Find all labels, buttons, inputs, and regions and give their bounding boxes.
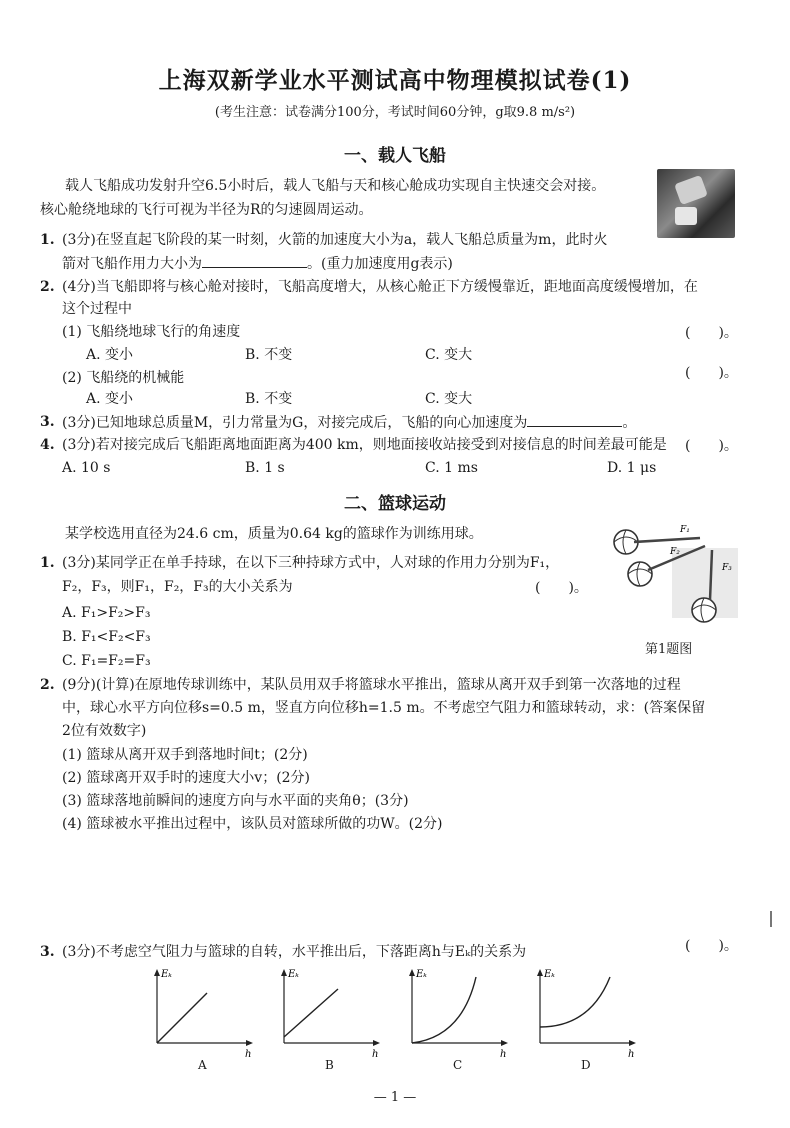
question-3-line xyxy=(62,412,636,433)
option-c[interactable]: C. 1 ms xyxy=(425,460,478,476)
question-2-sub1: (1) 飞船绕地球飞行的角速度 xyxy=(62,324,241,340)
option-b[interactable]: B. 不变 xyxy=(245,391,293,407)
option-a[interactable]: A. 变小 xyxy=(86,347,134,363)
question-2-line1: (9分)(计算)在原地传球训练中，某队员用双手将篮球水平推出，篮球从离开双手到第一次落地的过程 xyxy=(62,677,681,693)
question-number: 4. xyxy=(40,437,55,453)
force-label-f2: F₂ xyxy=(670,547,680,557)
question-4-text: (3分)若对接完成后飞船距离地面距离为400 km，则地面接收站接受到对接信息的时间差最可能是 xyxy=(62,437,667,453)
graph-c-letter: C xyxy=(453,1058,463,1072)
section-heading-spacecraft: 一、载人飞船 xyxy=(344,146,446,166)
graph-b-xlabel: h xyxy=(372,1049,379,1060)
core-module-shape xyxy=(674,175,708,205)
option-c[interactable]: C. 变大 xyxy=(425,347,473,363)
option-b[interactable]: B. 不变 xyxy=(245,347,293,363)
question-number: 2. xyxy=(40,279,55,295)
answer-blank[interactable] xyxy=(527,412,622,427)
graph-option-d[interactable] xyxy=(528,965,643,1060)
graph-c-curve xyxy=(412,977,476,1043)
graph-d-letter: D xyxy=(581,1058,591,1072)
option-a[interactable]: A. 10 s xyxy=(62,460,111,476)
answer-blank[interactable] xyxy=(202,253,307,268)
question-number: 2. xyxy=(40,677,55,693)
graph-option-c[interactable] xyxy=(400,965,515,1060)
question-2-line2: 中，球心水平方向位移s=0.5 m，竖直方向位移h=1.5 m。不考虑空气阻力和篮球转动，求：(答案保留 xyxy=(62,700,706,716)
section1-intro-line1: 载人飞船成功发射升空6.5小时后，载人飞船与天和核心舱成功实现自主快速交会对接。 xyxy=(65,178,606,194)
answer-parentheses[interactable]: ( )。 xyxy=(685,438,738,454)
question-3-text-a: (3分)已知地球总质量M，引力常量为G，对接完成后，飞船的向心加速度为 xyxy=(62,415,528,431)
option-d[interactable]: D. 1 μs xyxy=(607,460,657,476)
option-b[interactable]: B. 1 s xyxy=(245,460,285,476)
question-number: 1. xyxy=(40,232,55,248)
question-1-line1: (3分)在竖直起飞阶段的某一时刻，火箭的加速度大小为a，载人飞船总质量为m，此时火 xyxy=(62,232,608,248)
graph-option-a[interactable] xyxy=(145,965,260,1060)
question-3-text-b: 。 xyxy=(622,415,637,431)
graph-c-xlabel: h xyxy=(500,1049,507,1060)
option-c[interactable]: C. 变大 xyxy=(425,391,473,407)
question-2-line3: 2位有效数字) xyxy=(62,723,147,739)
ball-holding-figure xyxy=(600,518,740,626)
question-number: 1. xyxy=(40,555,55,571)
question-1-line2 xyxy=(62,253,453,274)
graph-b-letter: B xyxy=(325,1058,334,1072)
force-label-f3: F₃ xyxy=(722,563,732,573)
question-2-sub1: (1) 篮球从离开双手到落地时间t；(2分) xyxy=(62,747,308,763)
question-1-text-a: 箭对飞船作用力大小为 xyxy=(62,256,202,272)
section1-intro-line2: 核心舱绕地球的飞行可视为半径为R的匀速圆周运动。 xyxy=(40,202,373,218)
question-1-line2: F₂，F₃，则F₁，F₂，F₃的大小关系为 xyxy=(62,579,293,595)
question-number: 3. xyxy=(40,944,55,960)
question-3-text: (3分)不考虑空气阻力与篮球的自转，水平推出后，下落距离h与Eₖ的关系为 xyxy=(62,944,527,960)
graph-d-curve xyxy=(540,977,610,1027)
answer-parentheses[interactable]: ( )。 xyxy=(535,580,588,596)
spacecraft-shape xyxy=(675,207,697,225)
figure-caption: 第1题图 xyxy=(645,642,693,657)
force-label-f1: F₁ xyxy=(680,525,690,535)
question-2-sub2: (2) 飞船绕的机械能 xyxy=(62,370,185,386)
exam-notice: (考生注意：试卷满分100分，考试时间60分钟，g取9.8 m/s²) xyxy=(214,105,576,120)
graph-b-curve xyxy=(284,989,338,1037)
graph-b-ylabel: Eₖ xyxy=(288,969,299,980)
option-a[interactable]: A. 变小 xyxy=(86,391,134,407)
graph-a-xlabel: h xyxy=(245,1049,252,1060)
graph-a-ylabel: Eₖ xyxy=(161,969,172,980)
option-a[interactable]: A. F₁>F₂>F₃ xyxy=(62,605,151,621)
question-1-text-b: 。(重力加速度用g表示) xyxy=(307,256,453,272)
graph-c-ylabel: Eₖ xyxy=(416,969,427,980)
answer-parentheses[interactable]: ( )。 xyxy=(685,938,738,954)
page-title: 上海双新学业水平测试高中物理模拟试卷(1) xyxy=(158,67,632,94)
spacecraft-photo xyxy=(657,169,735,238)
question-2-line1: (4分)当飞船即将与核心舱对接时，飞船高度增大，从核心舱正下方缓慢靠近，距地面高度缓慢增加，在 xyxy=(62,279,698,295)
page-number: — 1 — xyxy=(373,1090,417,1105)
section2-intro: 某学校选用直径为24.6 cm，质量为0.64 kg的篮球作为训练用球。 xyxy=(65,526,483,542)
answer-parentheses[interactable]: ( )。 xyxy=(685,365,738,381)
answer-parentheses[interactable]: ( )。 xyxy=(685,325,738,341)
graph-a-curve xyxy=(157,993,207,1043)
question-2-sub2: (2) 篮球离开双手时的速度大小v；(2分) xyxy=(62,770,311,786)
option-b[interactable]: B. F₁<F₂<F₃ xyxy=(62,629,151,645)
option-c[interactable]: C. F₁=F₂=F₃ xyxy=(62,653,151,669)
graph-option-b[interactable] xyxy=(272,965,387,1060)
question-2-sub3: (3) 篮球落地前瞬间的速度方向与水平面的夹角θ；(3分) xyxy=(62,793,409,809)
question-2-line2: 这个过程中 xyxy=(62,301,132,317)
page-edge-mark xyxy=(770,911,772,927)
graph-d-xlabel: h xyxy=(628,1049,635,1060)
question-number: 3. xyxy=(40,414,55,430)
question-1-line1: (3分)某同学正在单手持球，在以下三种持球方式中，人对球的作用力分别为F₁， xyxy=(62,555,560,571)
section-heading-basketball: 二、篮球运动 xyxy=(344,494,446,514)
graph-d-ylabel: Eₖ xyxy=(544,969,555,980)
question-2-sub4: (4) 篮球被水平推出过程中，该队员对篮球所做的功W。(2分) xyxy=(62,816,443,832)
graph-a-letter: A xyxy=(198,1058,207,1072)
